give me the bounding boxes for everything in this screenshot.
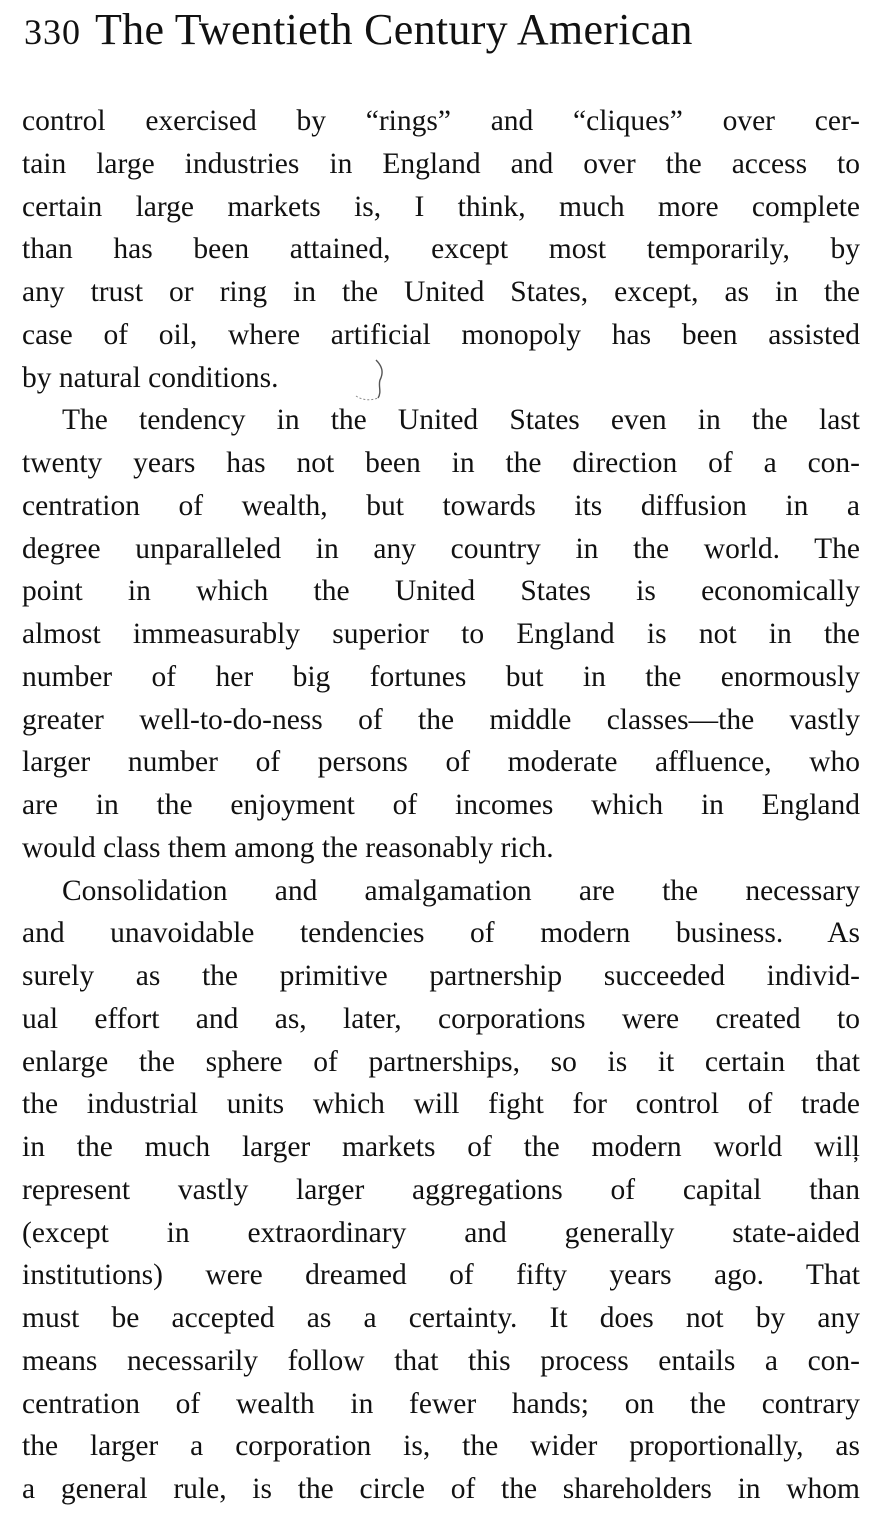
text-line: control exercised by “rings” and “cliques” over cer- — [22, 105, 860, 137]
pencil-mark-icon — [352, 356, 392, 406]
text-line: degree unparalleled in any country in the world. The — [22, 532, 860, 565]
text-line: the industrial units which will fight for control of trade — [22, 1088, 860, 1121]
text-line: the larger a corporation is, the wider proportionally, as — [22, 1430, 860, 1463]
text-line: must be accepted as a certainty. It does not by any — [22, 1302, 860, 1334]
text-line: institutions) were dreamed of fifty years ago. That — [22, 1259, 860, 1292]
running-title: The Twentieth Century American — [95, 5, 693, 54]
text-line: ual effort and as, later, corporations were created to — [22, 1002, 860, 1035]
text-line: (except in extraordinary and generally state-aided — [22, 1216, 860, 1249]
text-line: centration of wealth, but towards its diffusion in a — [22, 489, 860, 522]
text-line: certain large markets is, I think, much more complete — [22, 190, 860, 223]
text-line: twenty years has not been in the direction of a con- — [22, 447, 860, 479]
text-line: any trust or ring in the United States, except, as in the — [22, 276, 860, 308]
text-line: are in the enjoyment of incomes which in England — [22, 789, 860, 821]
text-line: enlarge the sphere of partnerships, so is it certain that — [22, 1045, 860, 1078]
text-line: almost immeasurably superior to England is not in the — [22, 618, 860, 650]
text-line: and unavoidable tendencies of modern business. As — [22, 917, 860, 950]
text-line: than has been attained, except most temporarily, by — [22, 233, 860, 266]
text-line: tain large industries in England and over the access to — [22, 147, 860, 180]
text-line: represent vastly larger aggregations of capital than — [22, 1173, 860, 1206]
text-line: case of oil, where artificial monopoly has been assisted — [22, 318, 860, 351]
body-text — [22, 100, 860, 1511]
text-line: by natural conditions. — [22, 361, 279, 394]
text-line: in the much larger markets of the modern world wilļ — [22, 1131, 860, 1163]
text-line: point in which the United States is economically — [22, 575, 860, 608]
text-line: a general rule, is the circle of the shareholders in whom — [22, 1473, 860, 1505]
text-line: Consolidation and amalgamation are the necessary — [62, 874, 860, 907]
text-line: number of her big fortunes but in the enormously — [22, 660, 860, 693]
page-number: 330 — [24, 12, 81, 52]
text-line: means necessarily follow that this process entails a con- — [22, 1344, 860, 1377]
text-line: greater well-to-do-ness of the middle classes—the vastly — [22, 703, 860, 736]
text-line: would class them among the reasonably rich. — [22, 831, 554, 864]
page-header — [24, 4, 874, 68]
text-line: The tendency in the United States even in the last — [62, 404, 860, 437]
text-line: larger number of persons of moderate affluence, who — [22, 746, 860, 779]
text-line: centration of wealth in fewer hands; on the contrary — [22, 1387, 860, 1420]
text-line: surely as the primitive partnership succeeded individ- — [22, 960, 860, 992]
